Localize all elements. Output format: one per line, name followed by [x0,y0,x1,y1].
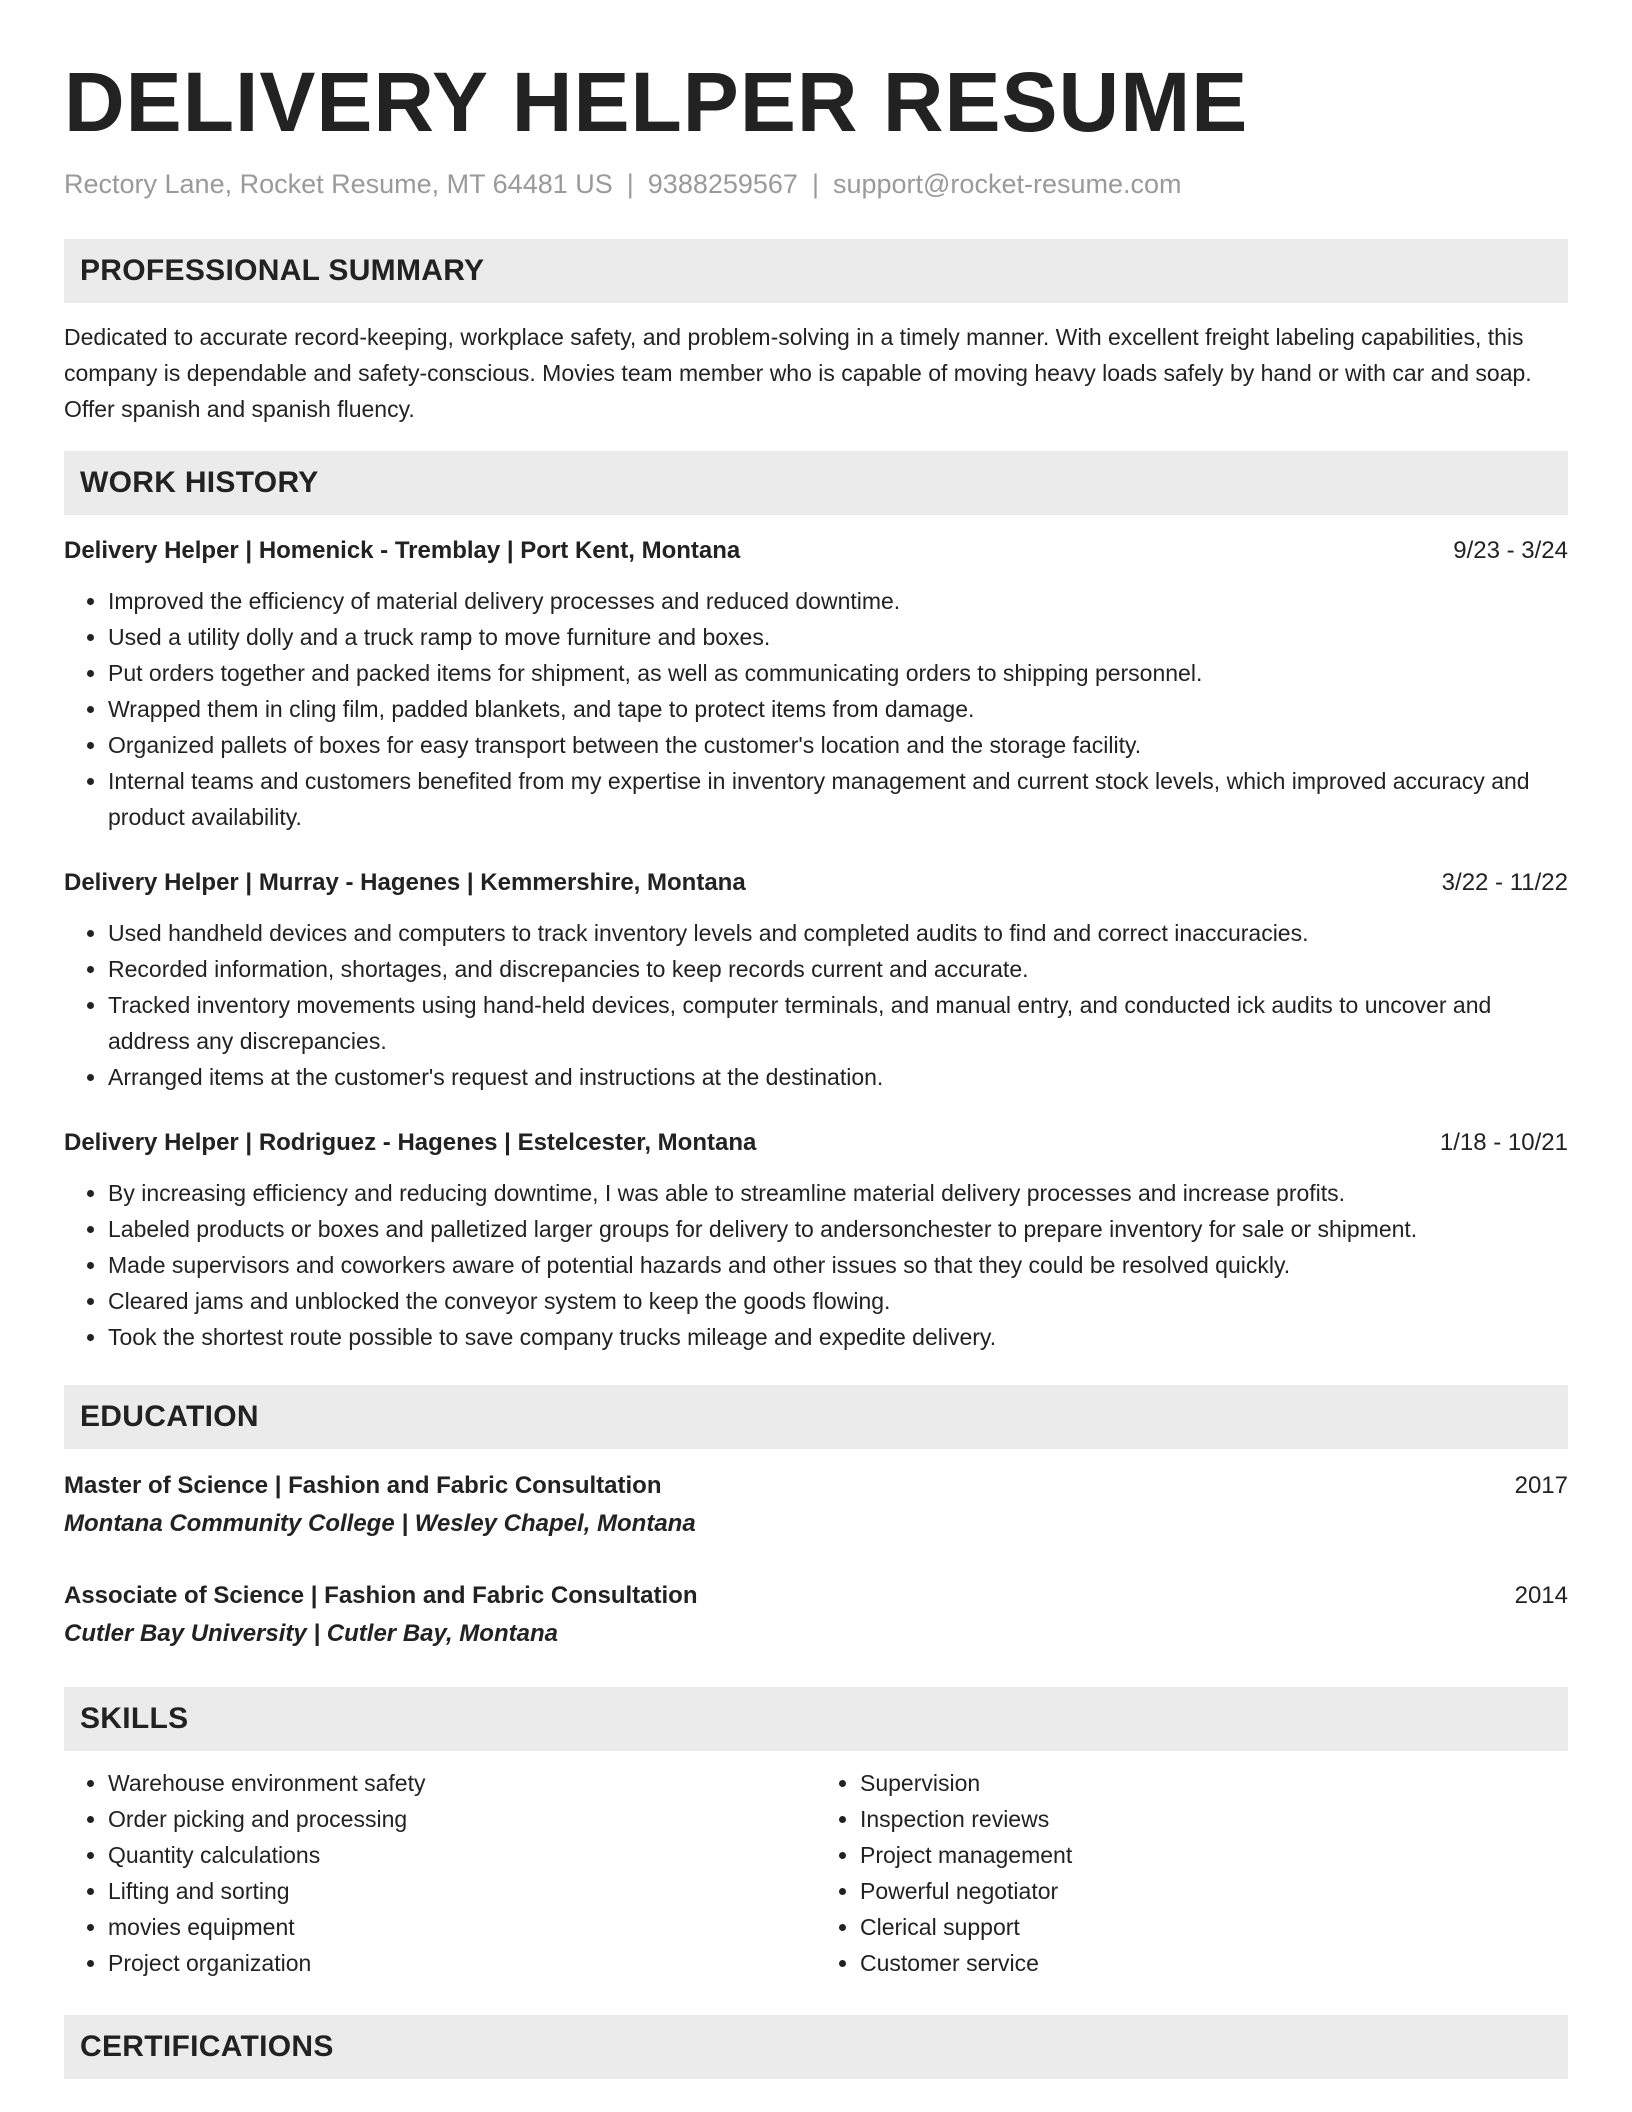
skill-item: • Quantity calculations [108,1837,816,1873]
skill-item: • movies equipment [108,1909,816,1945]
resume-name: DELIVERY HELPER RESUME [64,55,1249,149]
section-header-skills: SKILLS [64,1687,1568,1751]
skill-item: • Supervision [860,1765,1568,1801]
job-bullets [64,583,1568,835]
education-entry [64,1577,1568,1653]
education-year: 2014 [1514,1582,1568,1609]
contact-phone: 9388259567 [647,169,798,199]
education-year: 2017 [1514,1472,1568,1499]
job-header [64,1125,1568,1161]
job-bullets [64,1175,1568,1355]
skill-item: • Customer service [860,1945,1568,1981]
job-entry [64,865,1568,1095]
education-school: Cutler Bay University | Cutler Bay, Montana [64,1620,558,1647]
contact-email: support@rocket-resume.com [832,169,1182,199]
job-title: Delivery Helper | Rodriguez - Hagenes | Estelcester, Montana [64,1129,757,1156]
skill-item: • Warehouse environment safety [108,1765,816,1801]
job-bullet: • Organized pallets of boxes for easy transport between the customer's location and the storage facility. [108,727,1568,763]
section-header-education: EDUCATION [64,1385,1568,1449]
job-bullet: • Took the shortest route possible to save company trucks mileage and expedite delivery. [108,1319,1568,1355]
job-dates: 1/18 - 10/21 [1439,1129,1568,1156]
education-degree: Master of Science | Fashion and Fabric Consultation [64,1472,662,1499]
job-bullets [64,915,1568,1095]
education-degree: Associate of Science | Fashion and Fabric Consultation [64,1582,698,1609]
education-entry [64,1467,1568,1543]
job-bullet: • Recorded information, shortages, and discrepancies to keep records current and accurate. [108,951,1568,987]
skill-item: • Project organization [108,1945,816,1981]
job-header [64,533,1568,569]
summary-text: Dedicated to accurate record-keeping, workplace safety, and problem-solving in a timely manner. With excellent freight labeling capabilities, this company is dependable and safety-conscious. Movies team member who is capable of moving heavy loads safely by hand or with car and soap. Offer spanish and spanish fluency. [64,324,1532,422]
education-header [64,1577,1568,1615]
job-bullet: • Cleared jams and unblocked the conveyor system to keep the goods flowing. [108,1283,1568,1319]
job-dates: 3/22 - 11/22 [1441,869,1568,896]
skill-item: • Clerical support [860,1909,1568,1945]
skill-item: • Inspection reviews [860,1801,1568,1837]
education-school: Montana Community College | Wesley Chapel, Montana [64,1510,696,1537]
contact-line [64,166,1568,202]
skills-list [64,1765,1568,1981]
job-entry [64,1125,1568,1355]
job-title: Delivery Helper | Homenick - Tremblay | Port Kent, Montana [64,537,741,564]
skill-item: • Powerful negotiator [860,1873,1568,1909]
skills-column-left [64,1765,816,1981]
job-bullet: • Arranged items at the customer's request and instructions at the destination. [108,1059,1568,1095]
job-entry [64,533,1568,835]
job-bullet: • Improved the efficiency of material delivery processes and reduced downtime. [108,583,1568,619]
section-header-summary: PROFESSIONAL SUMMARY [64,239,1568,303]
education-header [64,1467,1568,1505]
skill-item: • Order picking and processing [108,1801,816,1837]
section-header-work-history: WORK HISTORY [64,451,1568,515]
contact-separator: | [811,169,819,199]
job-bullet: • Used handheld devices and computers to track inventory levels and completed audits to find and correct inaccuracies. [108,915,1568,951]
job-bullet: • Used a utility dolly and a truck ramp to move furniture and boxes. [108,619,1568,655]
job-bullet: • By increasing efficiency and reducing downtime, I was able to streamline material delivery processes and increase profits. [108,1175,1568,1211]
section-header-certifications: CERTIFICATIONS [64,2015,1568,2079]
job-bullet: • Internal teams and customers benefited from my expertise in inventory management and current stock levels, which improved accuracy and product availability. [108,763,1568,835]
job-bullet: • Wrapped them in cling film, padded blankets, and tape to protect items from damage. [108,691,1568,727]
job-header [64,865,1568,901]
job-bullet: • Made supervisors and coworkers aware of potential hazards and other issues so that they could be resolved quickly. [108,1247,1568,1283]
skill-item: • Lifting and sorting [108,1873,816,1909]
job-dates: 9/23 - 3/24 [1453,537,1568,564]
job-bullet: • Put orders together and packed items for shipment, as well as communicating orders to shipping personnel. [108,655,1568,691]
skill-item: • Project management [860,1837,1568,1873]
job-bullet: • Labeled products or boxes and palletized larger groups for delivery to andersonchester to prepare inventory for sale or shipment. [108,1211,1568,1247]
contact-separator: | [626,169,634,199]
skills-column-right [816,1765,1568,1981]
job-bullet: • Tracked inventory movements using hand-held devices, computer terminals, and manual entry, and conducted ick audits to uncover and address any discrepancies. [108,987,1568,1059]
job-title: Delivery Helper | Murray - Hagenes | Kemmershire, Montana [64,869,746,896]
contact-address: Rectory Lane, Rocket Resume, MT 64481 US [64,169,613,199]
